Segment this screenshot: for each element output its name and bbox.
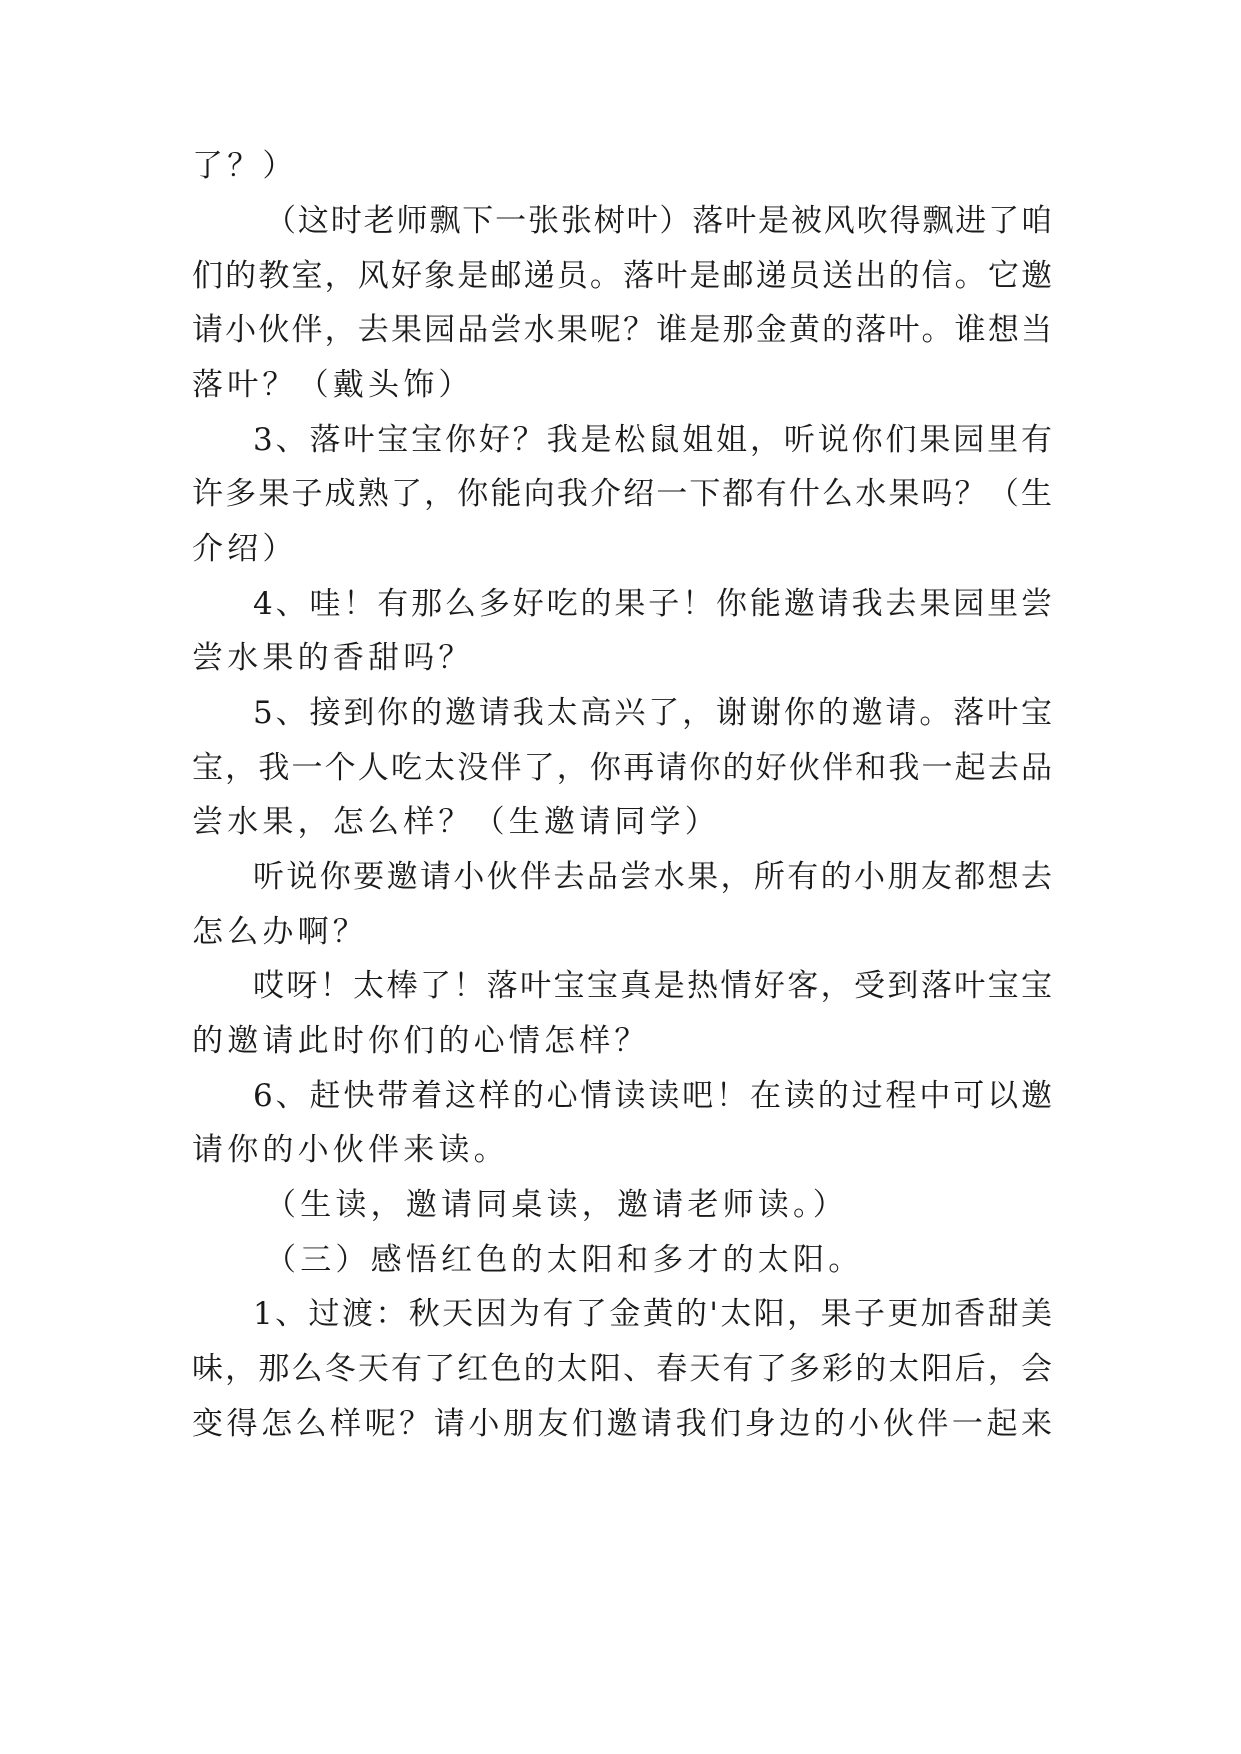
text-line: 落叶？（戴头饰）: [192, 367, 474, 403]
text-line: 请小伙伴，去果园品尝水果呢？谁是那金黄的落叶。谁想当: [192, 312, 1052, 348]
text-line: 哎呀！太棒了！落叶宝宝真是热情好客，受到落叶宝宝: [253, 968, 1052, 1004]
text-line: 尝水果的香甜吗？: [192, 640, 474, 676]
text-line: 味，那么冬天有了红色的太阳、春天有了多彩的太阳后，会: [192, 1351, 1052, 1387]
text-line: 4、哇！有那么多好吃的果子！你能邀请我去果园里尝: [253, 586, 1052, 622]
text-line: 1、过渡：秋天因为有了金黄的'太阳，果子更加香甜美: [253, 1296, 1052, 1332]
text-line: 变得怎么样呢？请小朋友们邀请我们身边的小伙伴一起来: [192, 1406, 1052, 1442]
text-line: （这时老师飘下一张张树叶）落叶是被风吹得飘进了咱: [265, 203, 1052, 239]
text-line: 宝，我一个人吃太没伴了，你再请你的好伙伴和我一起去品: [192, 750, 1052, 786]
text-line: 5、接到你的邀请我太高兴了，谢谢你的邀请。落叶宝: [253, 695, 1052, 731]
text-line: 许多果子成熟了，你能向我介绍一下都有什么水果吗？（生: [192, 476, 1052, 512]
text-line: 介绍）: [192, 531, 298, 567]
text-line: 听说你要邀请小伙伴去品尝水果，所有的小朋友都想去: [253, 859, 1052, 895]
text-line: 尝水果，怎么样？（生邀请同学）: [192, 804, 720, 840]
text-line: 了？）: [192, 148, 298, 184]
text-line: 的邀请此时你们的心情怎样？: [192, 1023, 650, 1059]
text-line: 6、赶快带着这样的心情读读吧！在读的过程中可以邀: [253, 1078, 1052, 1114]
text-line: 请你的小伙伴来读。: [192, 1132, 509, 1168]
text-line: （三）感悟红色的太阳和多才的太阳。: [265, 1242, 864, 1278]
text-line: 们的教室，风好象是邮递员。落叶是邮递员送出的信。它邀: [192, 258, 1052, 294]
text-line: 怎么办啊？: [192, 914, 368, 950]
text-line: 3、落叶宝宝你好？我是松鼠姐姐，听说你们果园里有: [253, 422, 1052, 458]
text-line: （生读，邀请同桌读，邀请老师读。）: [265, 1187, 848, 1223]
